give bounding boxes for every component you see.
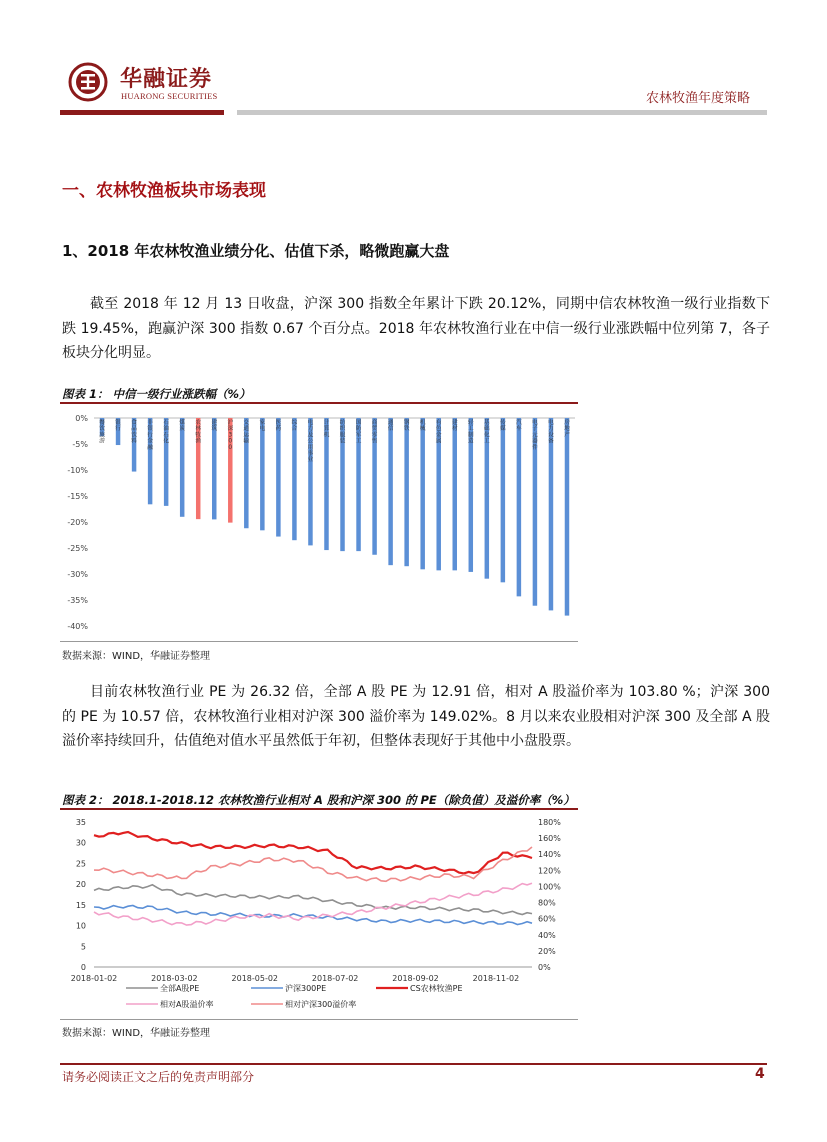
bar-22 — [453, 418, 457, 570]
category-label: 家电 — [259, 420, 266, 433]
category-label: 石油石化 — [163, 420, 170, 445]
x-tick-label: 2018-07-02 — [311, 974, 359, 983]
figure-1-title: 图表 1： 中信一级行业涨跌幅（%） — [62, 387, 251, 401]
bar-19 — [404, 418, 408, 566]
y-left-tick-label: 25 — [75, 859, 86, 869]
category-label: 通信 — [387, 420, 394, 433]
subsection-title: 1、2018 年农林牧渔业绩分化、估值下杀，略微跑赢大盘 — [62, 242, 450, 260]
brand-name-cn: 华融证券 — [120, 66, 213, 92]
category-label: 轻工制造 — [467, 420, 474, 445]
category-label: 商贸零售 — [371, 420, 378, 445]
y-right-tick-label: 120% — [538, 866, 561, 876]
y-left-tick-label: 35 — [75, 818, 86, 827]
report-type: 农林牧渔年度策略 — [646, 91, 751, 106]
y-right-tick-label: 0% — [538, 963, 551, 972]
figure-2-title: 图表 2： 2018.1-2018.12 农林牧渔行业相对 A 股和沪深 300 的 PE（除负值）及溢价率（%） — [62, 793, 575, 807]
figure-2-source: 数据来源：WIND，华融证券整理 — [62, 1028, 211, 1039]
y-left-tick-label: 5 — [80, 942, 86, 952]
legend-label-1: 沪深300PE — [285, 984, 327, 993]
y-tick-label: -25% — [67, 544, 88, 553]
paragraph-1-text: 截至 2018 年 12 月 13 日收盘，沪深 300 指数全年累计下跌 20.12%，同期中信农林牧渔一级行业指数下跌 19.45%，跑赢沪深 300 指数 0.67 个百分点。2018 年农林牧渔行业在中信一级行业涨跌幅中位列第 7，各子板块分化明显。 — [62, 296, 770, 361]
y-right-tick-label: 20% — [538, 946, 556, 956]
y-left-tick-label: 20 — [75, 880, 86, 890]
paragraph-2 — [62, 680, 770, 754]
page-number: 4 — [755, 1066, 765, 1082]
legend-label-0: 全部A股PE — [160, 984, 200, 993]
bar-25 — [501, 418, 505, 582]
bar-5 — [180, 418, 184, 517]
category-label: 建筑 — [211, 420, 218, 433]
category-label: 计算机 — [323, 420, 330, 439]
legend-label-4: 相对沪深300溢价率 — [285, 1000, 357, 1009]
y-left-tick-label: 10 — [75, 921, 86, 931]
section-title: 一、农林牧渔板块市场表现 — [62, 181, 266, 201]
figure-1-rule — [60, 402, 578, 404]
x-tick-label: 2018-03-02 — [151, 974, 198, 983]
category-label: 非银行金融 — [147, 420, 154, 451]
bar-11 — [276, 418, 280, 537]
category-label: 餐饮旅游 — [99, 420, 105, 445]
y-tick-label: -20% — [67, 518, 88, 527]
paragraph-2-text: 目前农林牧渔行业 PE 为 26.32 倍，全部 A 股 PE 为 12.91 倍，相对 A 股溢价率为 103.80 %；沪深 300 的 PE 为 10.57 倍，农林牧渔行业相对沪深 300 溢价率为 149.02%。8 月以来农业股相对沪深 300 及全部 A 股溢价率持续回升，估值绝对值水平虽然低于年初，但整体表现好于其他中小盘股票。 — [62, 684, 770, 749]
paragraph-1 — [62, 292, 770, 366]
line-chart — [60, 812, 580, 1017]
category-label: 医药 — [275, 420, 282, 433]
y-tick-label: -15% — [67, 492, 88, 501]
footer-rule — [60, 1063, 767, 1065]
category-label: 电力设备 — [548, 420, 554, 445]
y-tick-label: -5% — [72, 440, 88, 449]
category-label: 银行 — [115, 420, 121, 433]
figure-2-bottom-rule — [60, 1019, 578, 1020]
y-right-tick-label: 40% — [538, 930, 556, 940]
bar-29 — [565, 418, 569, 616]
y-left-tick-label: 30 — [75, 838, 86, 848]
y-tick-label: -40% — [67, 622, 88, 631]
category-label: 传媒 — [499, 420, 506, 433]
x-tick-label: 2018-01-02 — [70, 974, 118, 983]
category-label: 交通运输 — [243, 420, 250, 445]
category-label: 电子元器件 — [532, 420, 538, 451]
x-tick-label: 2018-11-02 — [472, 974, 520, 983]
category-label: 农林牧渔 — [195, 420, 202, 445]
figure-1-bottom-rule — [60, 641, 578, 642]
y-tick-label: -35% — [67, 596, 88, 605]
category-label: 建材 — [451, 420, 458, 433]
header-rule-gray — [237, 110, 767, 115]
category-label: 汽车 — [515, 420, 522, 433]
category-label: 食品饮料 — [131, 420, 137, 445]
bar-20 — [420, 418, 424, 569]
brand-name-en: HUARONG SECURITIES — [121, 91, 218, 101]
bar-7 — [212, 418, 216, 519]
huarong-logo-icon — [66, 62, 110, 102]
y-tick-label: 0% — [75, 414, 88, 423]
category-label: 有色金属 — [435, 420, 442, 445]
y-right-tick-label: 60% — [538, 914, 556, 924]
bar-26 — [517, 418, 521, 596]
bar-12 — [292, 418, 296, 540]
bar-18 — [388, 418, 392, 565]
series-line-1 — [94, 906, 532, 925]
bar-28 — [549, 418, 553, 610]
category-label: 机械 — [419, 420, 426, 433]
legend-label-2: CS农林牧渔PE — [410, 984, 463, 993]
category-label: 电力及公用事业 — [307, 420, 314, 464]
category-label: 钢铁 — [403, 420, 410, 433]
bar-10 — [260, 418, 264, 530]
legend-label-3: 相对A股溢价率 — [160, 1000, 214, 1009]
category-label: 基础化工 — [483, 420, 490, 445]
y-left-tick-label: 0 — [80, 963, 86, 972]
footer-disclaimer: 请务必阅读正文之后的免责声明部分 — [62, 1070, 255, 1084]
category-label: 房地产 — [564, 420, 570, 439]
y-right-tick-label: 160% — [538, 834, 561, 844]
y-right-tick-label: 80% — [538, 898, 556, 908]
y-right-tick-label: 100% — [538, 882, 561, 892]
bar-chart — [60, 410, 580, 635]
y-tick-label: -10% — [67, 466, 88, 475]
x-tick-label: 2018-09-02 — [392, 974, 439, 983]
category-label: 综合 — [291, 420, 298, 433]
figure-1-source: 数据来源：WIND，华融证券整理 — [62, 651, 211, 662]
y-right-tick-label: 180% — [538, 818, 561, 827]
category-label: 沪深 3 0 0 — [227, 420, 234, 451]
y-right-tick-label: 140% — [538, 850, 561, 860]
figure-2-rule — [60, 808, 578, 810]
category-label: 国防军工 — [355, 420, 362, 445]
category-label: 煤炭 — [179, 420, 186, 433]
y-tick-label: -30% — [67, 570, 88, 579]
category-label: 纺织服装 — [339, 420, 346, 445]
series-line-4 — [94, 847, 532, 881]
header-rule-red — [60, 110, 224, 115]
y-left-tick-label: 15 — [75, 900, 86, 910]
x-tick-label: 2018-05-02 — [231, 974, 279, 983]
